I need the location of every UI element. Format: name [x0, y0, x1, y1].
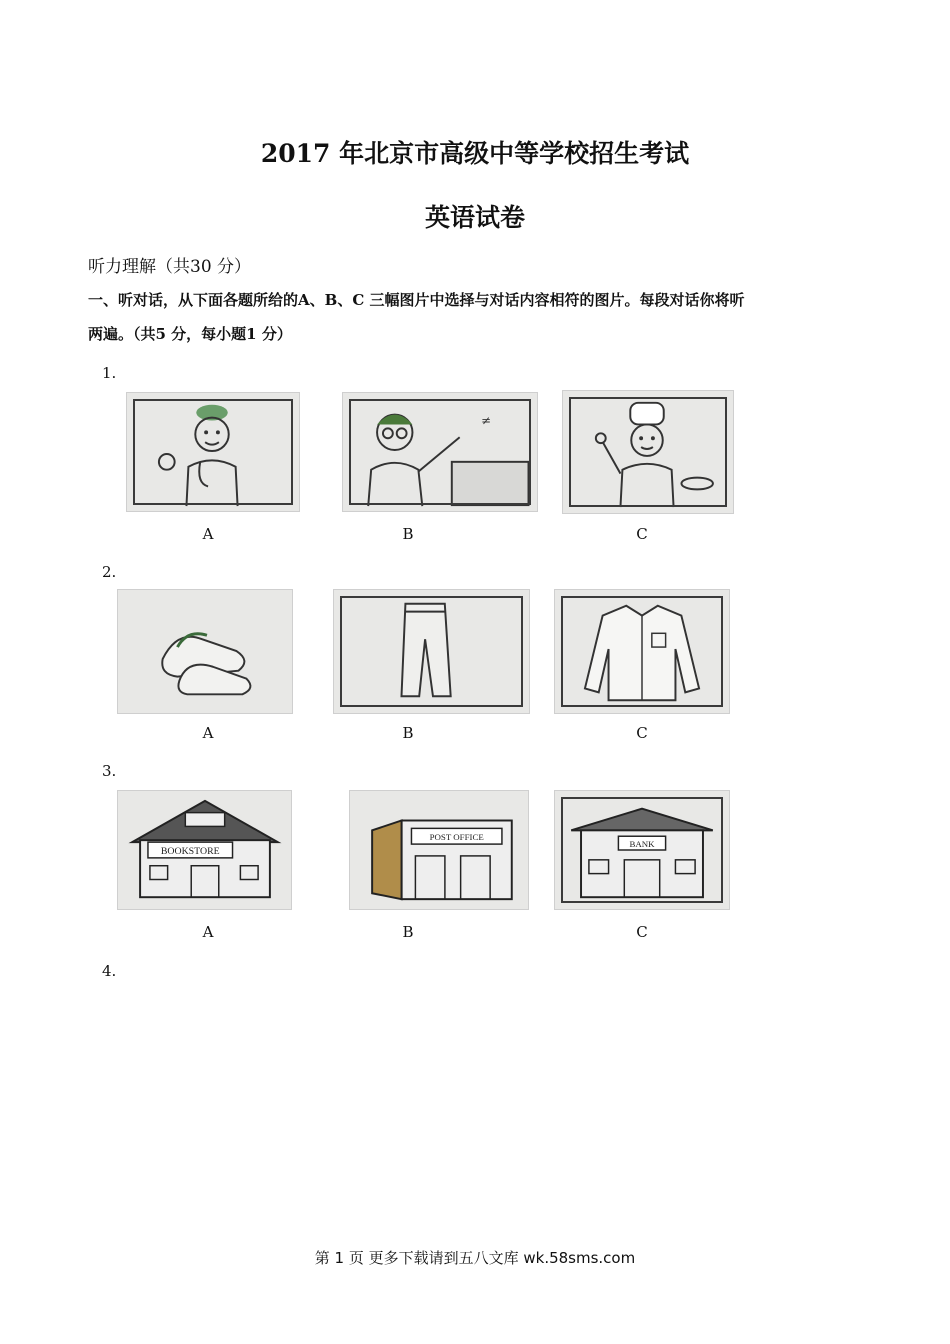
q2-option-b-label: B [402, 724, 414, 742]
q1-option-b-image [342, 392, 538, 512]
q2-option-c-label: C [636, 724, 648, 742]
bookstore-icon [118, 791, 291, 909]
page-footer: 第 1 页 更多下载请到五八文库 wk.58sms.com [314, 1249, 636, 1267]
question-number-4: 4. [102, 962, 117, 980]
bank-sign: BANK [629, 839, 655, 850]
section-heading: 听力理解（共30 分） [88, 257, 252, 277]
q3-option-a-image [117, 790, 292, 910]
q3-option-c-label: C [636, 923, 648, 941]
bookstore-sign: BOOKSTORE [160, 845, 220, 857]
instruction-line-2: 两遍。（共5 分，每小题1 分） [88, 325, 292, 343]
post-office-icon [350, 791, 528, 909]
q2-option-a-image [117, 589, 293, 714]
post-office-sign: POST OFFICE [429, 832, 484, 843]
question-number-1: 1. [102, 364, 117, 382]
instruction-line-1: 一、听对话，从下面各题所给的A、B、C 三幅图片中选择与对话内容相符的图片。每段对话你将听 [88, 291, 745, 309]
q3-option-a-label: A [202, 923, 214, 941]
exam-subtitle: 英语试卷 [424, 203, 525, 232]
svg-text:≠: ≠ [481, 413, 492, 428]
q3-option-b-label: B [402, 923, 414, 941]
question-number-3: 3. [102, 762, 117, 780]
q1-option-c-label: C [636, 525, 648, 543]
q1-option-c-image [562, 390, 734, 514]
q3-option-b-image [349, 790, 529, 910]
q1-option-b-label: B [402, 525, 414, 543]
q2-option-a-label: A [202, 724, 214, 742]
q2-option-c-image [554, 589, 730, 714]
q1-option-a-image [126, 392, 300, 512]
q3-option-c-image [554, 790, 730, 910]
question-number-2: 2. [102, 563, 117, 581]
exam-title: 2017 年北京市高级中等学校招生考试 [260, 139, 690, 168]
shoes-icon [118, 590, 292, 713]
q1-option-a-label: A [202, 525, 214, 543]
q2-option-b-image [333, 589, 530, 714]
